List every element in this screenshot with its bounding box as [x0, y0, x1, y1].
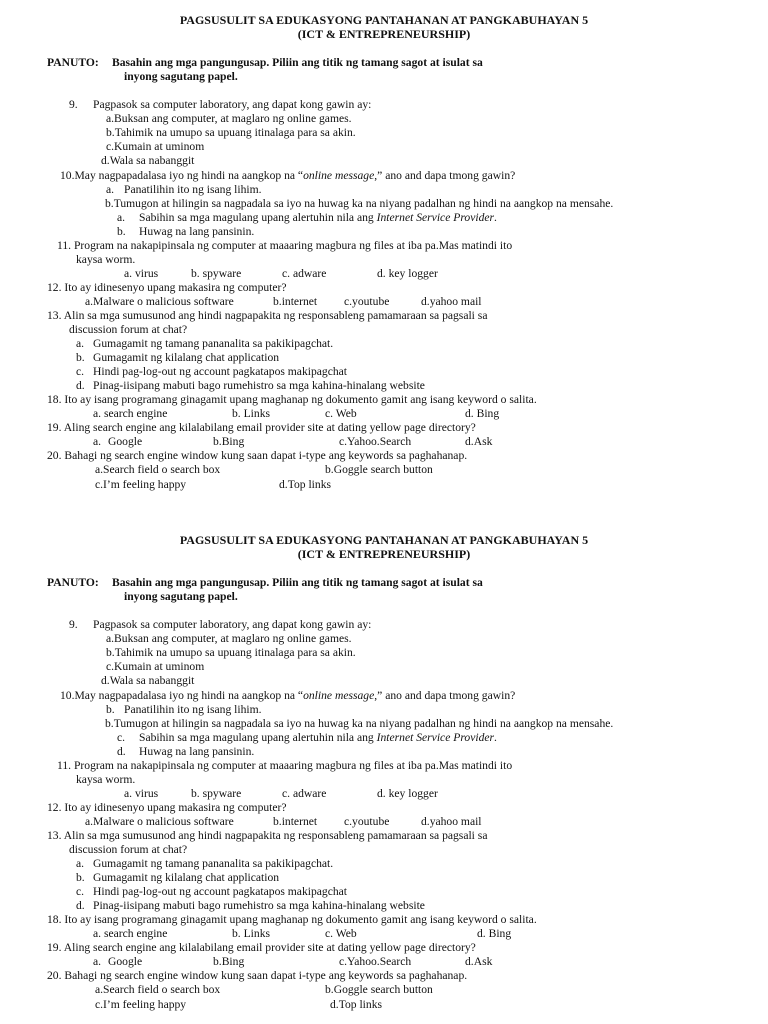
answer-option: Gumagamit ng kilalang chat application — [93, 351, 280, 364]
answer-letter: d. — [117, 745, 126, 758]
question-text-2: kaysa worm. — [76, 773, 136, 786]
answer-option: d. key logger — [377, 267, 438, 280]
question-text-part: ,” ano and dapa tmong gawin? — [374, 689, 516, 702]
answer-option: b. Links — [232, 407, 271, 420]
instruction-text-2: inyong sagutang papel. — [124, 590, 238, 603]
instruction-label: PANUTO: — [47, 576, 99, 589]
answer-option: b.internet — [273, 295, 318, 308]
answer-letter: d. — [76, 379, 85, 392]
question-text-2: kaysa worm. — [76, 253, 136, 266]
instruction-text: Basahin ang mga pangungusap. Piliin ang titik ng tamang sagot at isulat sa — [112, 56, 483, 69]
answer-option: c.Kumain at uminom — [106, 140, 205, 153]
answer-option: b. spyware — [191, 267, 242, 280]
answer-option: d. Bing — [477, 927, 512, 940]
answer-letter: c. — [117, 731, 126, 744]
answer-option: d.yahoo mail — [421, 295, 482, 308]
answer-option: c. adware — [282, 787, 327, 800]
answer-letter: a. — [76, 857, 85, 870]
answer-option: Pinag-iisipang mabuti bago rumehistro sa mga kahina-hinalang website — [93, 899, 425, 912]
question-text: 13. Alin sa mga sumusunod ang hindi nagpapakita ng responsableng pamamaraan sa pagsali sa — [47, 309, 488, 322]
answer-option: b.internet — [273, 815, 318, 828]
answer-option: c.Kumain at uminom — [106, 660, 205, 673]
question-text-part: 10.May nagpapadalasa iyo ng hindi na aangkop na “ — [60, 689, 304, 702]
question-text-emphasis: online message — [303, 169, 375, 182]
quiz-subtitle: (ICT & ENTREPRENEURSHIP) — [297, 27, 471, 41]
question-text: Pagpasok sa computer laboratory, ang dapat kong gawin ay: — [93, 618, 372, 631]
answer-option: Gumagamit ng tamang pananalita sa pakikipagchat. — [93, 337, 334, 350]
answer-text-part: Sabihin sa mga magulang upang alertuhin nila ang — [139, 211, 377, 224]
answer-option: c.Yahoo.Search — [339, 955, 412, 968]
question-text: 18. Ito ay isang programang ginagamit upang maghanap ng dokumento gamit ang isang keyword o salita. — [47, 913, 537, 926]
answer-option: a. search engine — [93, 407, 168, 420]
quiz-copy-1 — [0, 0, 768, 500]
instruction-text-2: inyong sagutang papel. — [124, 70, 238, 83]
answer-option: a.Buksan ang computer, at maglaro ng online games. — [106, 112, 352, 125]
answer-option: d.Wala sa nabanggit — [101, 674, 195, 687]
question-text: 11. Program na nakapipinsala ng computer at maaaring magbura ng files at iba pa.Mas matindi ito — [57, 759, 513, 772]
answer-option: d.Top links — [279, 478, 332, 491]
answer-option: Huwag na lang pansinin. — [139, 745, 255, 758]
answer-option: c. Web — [325, 927, 357, 940]
answer-option: a.Search field o search box — [95, 463, 221, 476]
question-text-2: discussion forum at chat? — [69, 323, 188, 336]
answer-option: a.Buksan ang computer, at maglaro ng online games. — [106, 632, 352, 645]
answer-letter: a. — [106, 183, 115, 196]
quiz-copy-2 — [0, 520, 768, 1020]
answer-option: b.Tahimik na umupo sa upuang itinalaga para sa akin. — [106, 126, 356, 139]
quiz-subtitle: (ICT & ENTREPRENEURSHIP) — [297, 547, 471, 561]
answer-option: c. Web — [325, 407, 357, 420]
answer-option: c.Yahoo.Search — [339, 435, 412, 448]
answer-letter: c. — [76, 365, 85, 378]
answer-option: Google — [108, 955, 143, 968]
answer-letter: c. — [76, 885, 85, 898]
answer-letter: a. — [93, 435, 102, 448]
answer-option: b. Links — [232, 927, 271, 940]
answer-option: a.Malware o malicious software — [85, 295, 234, 308]
answer-text-part: . — [494, 731, 497, 744]
instruction-label: PANUTO: — [47, 56, 99, 69]
question-text: 13. Alin sa mga sumusunod ang hindi nagpapakita ng responsableng pamamaraan sa pagsali sa — [47, 829, 488, 842]
question-text: 11. Program na nakapipinsala ng computer at maaaring magbura ng files at iba pa.Mas matindi ito — [57, 239, 513, 252]
quiz-title: PAGSUSULIT SA EDUKASYONG PANTAHANAN AT PANGKABUHAYAN 5 — [179, 13, 589, 27]
answer-text-part: . — [494, 211, 497, 224]
answer-option: b.Goggle search button — [325, 983, 433, 996]
answer-option: Panatilihin ito ng isang lihim. — [124, 183, 262, 196]
answer-letter: d. — [76, 899, 85, 912]
answer-option: b.Tumugon at hilingin sa nagpadala sa iyo na huwag ka na niyang padalhan ng hindi na aangkop na mensahe. — [105, 717, 614, 730]
answer-option: b.Bing — [213, 435, 245, 448]
answer-option: c.youtube — [344, 295, 390, 308]
answer-option: Hindi pag-log-out ng account pagkatapos makipagchat — [93, 365, 348, 378]
answer-letter: a. — [117, 211, 126, 224]
question-text: Pagpasok sa computer laboratory, ang dapat kong gawin ay: — [93, 98, 372, 111]
answer-letter: a. — [93, 955, 102, 968]
answer-option: d.Top links — [330, 998, 383, 1011]
answer-option: c.youtube — [344, 815, 390, 828]
question-number: 9. — [69, 98, 78, 111]
answer-option: d.Ask — [465, 435, 493, 448]
answer-option: Gumagamit ng tamang pananalita sa pakikipagchat. — [93, 857, 334, 870]
answer-option: c.I’m feeling happy — [95, 478, 187, 491]
answer-option: d. Bing — [465, 407, 500, 420]
question-text-2: discussion forum at chat? — [69, 843, 188, 856]
question-text: 12. Ito ay idinesenyo upang makasira ng computer? — [47, 801, 287, 814]
answer-option: c. adware — [282, 267, 327, 280]
answer-option: Google — [108, 435, 143, 448]
answer-option: b.Tumugon at hilingin sa nagpadala sa iyo na huwag ka na niyang padalhan ng hindi na aangkop na mensahe. — [105, 197, 614, 210]
question-text-part: 10.May nagpapadalasa iyo ng hindi na aangkop na “ — [60, 169, 304, 182]
question-number: 9. — [69, 618, 78, 631]
question-text: 20. Bahagi ng search engine window kung saan dapat i-type ang keywords sa paghahanap. — [47, 449, 468, 462]
answer-option: Panatilihin ito ng isang lihim. — [124, 703, 262, 716]
question-text: 20. Bahagi ng search engine window kung saan dapat i-type ang keywords sa paghahanap. — [47, 969, 468, 982]
answer-option: Huwag na lang pansinin. — [139, 225, 255, 238]
question-text: 19. Aling search engine ang kilalabilang email provider site at dating yellow page directory? — [47, 421, 476, 434]
answer-option: Gumagamit ng kilalang chat application — [93, 871, 280, 884]
instruction-text: Basahin ang mga pangungusap. Piliin ang titik ng tamang sagot at isulat sa — [112, 576, 483, 589]
answer-option: a.Search field o search box — [95, 983, 221, 996]
question-text — [60, 169, 515, 183]
answer-option — [139, 211, 497, 225]
answer-option: b.Goggle search button — [325, 463, 433, 476]
question-text: 12. Ito ay idinesenyo upang makasira ng computer? — [47, 281, 287, 294]
question-text-part: ,” ano and dapa tmong gawin? — [374, 169, 516, 182]
question-text: 18. Ito ay isang programang ginagamit upang maghanap ng dokumento gamit ang isang keyword o salita. — [47, 393, 537, 406]
answer-option: d.Wala sa nabanggit — [101, 154, 195, 167]
answer-letter: b. — [76, 871, 85, 884]
answer-text-emphasis: Internet Service Provider — [376, 211, 495, 224]
answer-letter: b. — [106, 703, 115, 716]
question-text — [60, 689, 515, 703]
quiz-title: PAGSUSULIT SA EDUKASYONG PANTAHANAN AT PANGKABUHAYAN 5 — [179, 533, 589, 547]
answer-option: Pinag-iisipang mabuti bago rumehistro sa mga kahina-hinalang website — [93, 379, 425, 392]
answer-option: b.Bing — [213, 955, 245, 968]
answer-option: Hindi pag-log-out ng account pagkatapos makipagchat — [93, 885, 348, 898]
answer-letter: b. — [117, 225, 126, 238]
answer-letter: a. — [76, 337, 85, 350]
answer-option: d. key logger — [377, 787, 438, 800]
answer-option: a.Malware o malicious software — [85, 815, 234, 828]
question-text: 19. Aling search engine ang kilalabilang email provider site at dating yellow page directory? — [47, 941, 476, 954]
answer-option: a. virus — [124, 267, 159, 280]
answer-option: d.Ask — [465, 955, 493, 968]
answer-option: d.yahoo mail — [421, 815, 482, 828]
answer-option: a. virus — [124, 787, 159, 800]
answer-option: a. search engine — [93, 927, 168, 940]
answer-option: b. spyware — [191, 787, 242, 800]
answer-option: b.Tahimik na umupo sa upuang itinalaga para sa akin. — [106, 646, 356, 659]
answer-option — [139, 731, 497, 745]
question-text-emphasis: online message — [303, 689, 375, 702]
answer-text-part: Sabihin sa mga magulang upang alertuhin nila ang — [139, 731, 377, 744]
answer-text-emphasis: Internet Service Provider — [376, 731, 495, 744]
answer-letter: b. — [76, 351, 85, 364]
answer-option: c.I’m feeling happy — [95, 998, 187, 1011]
